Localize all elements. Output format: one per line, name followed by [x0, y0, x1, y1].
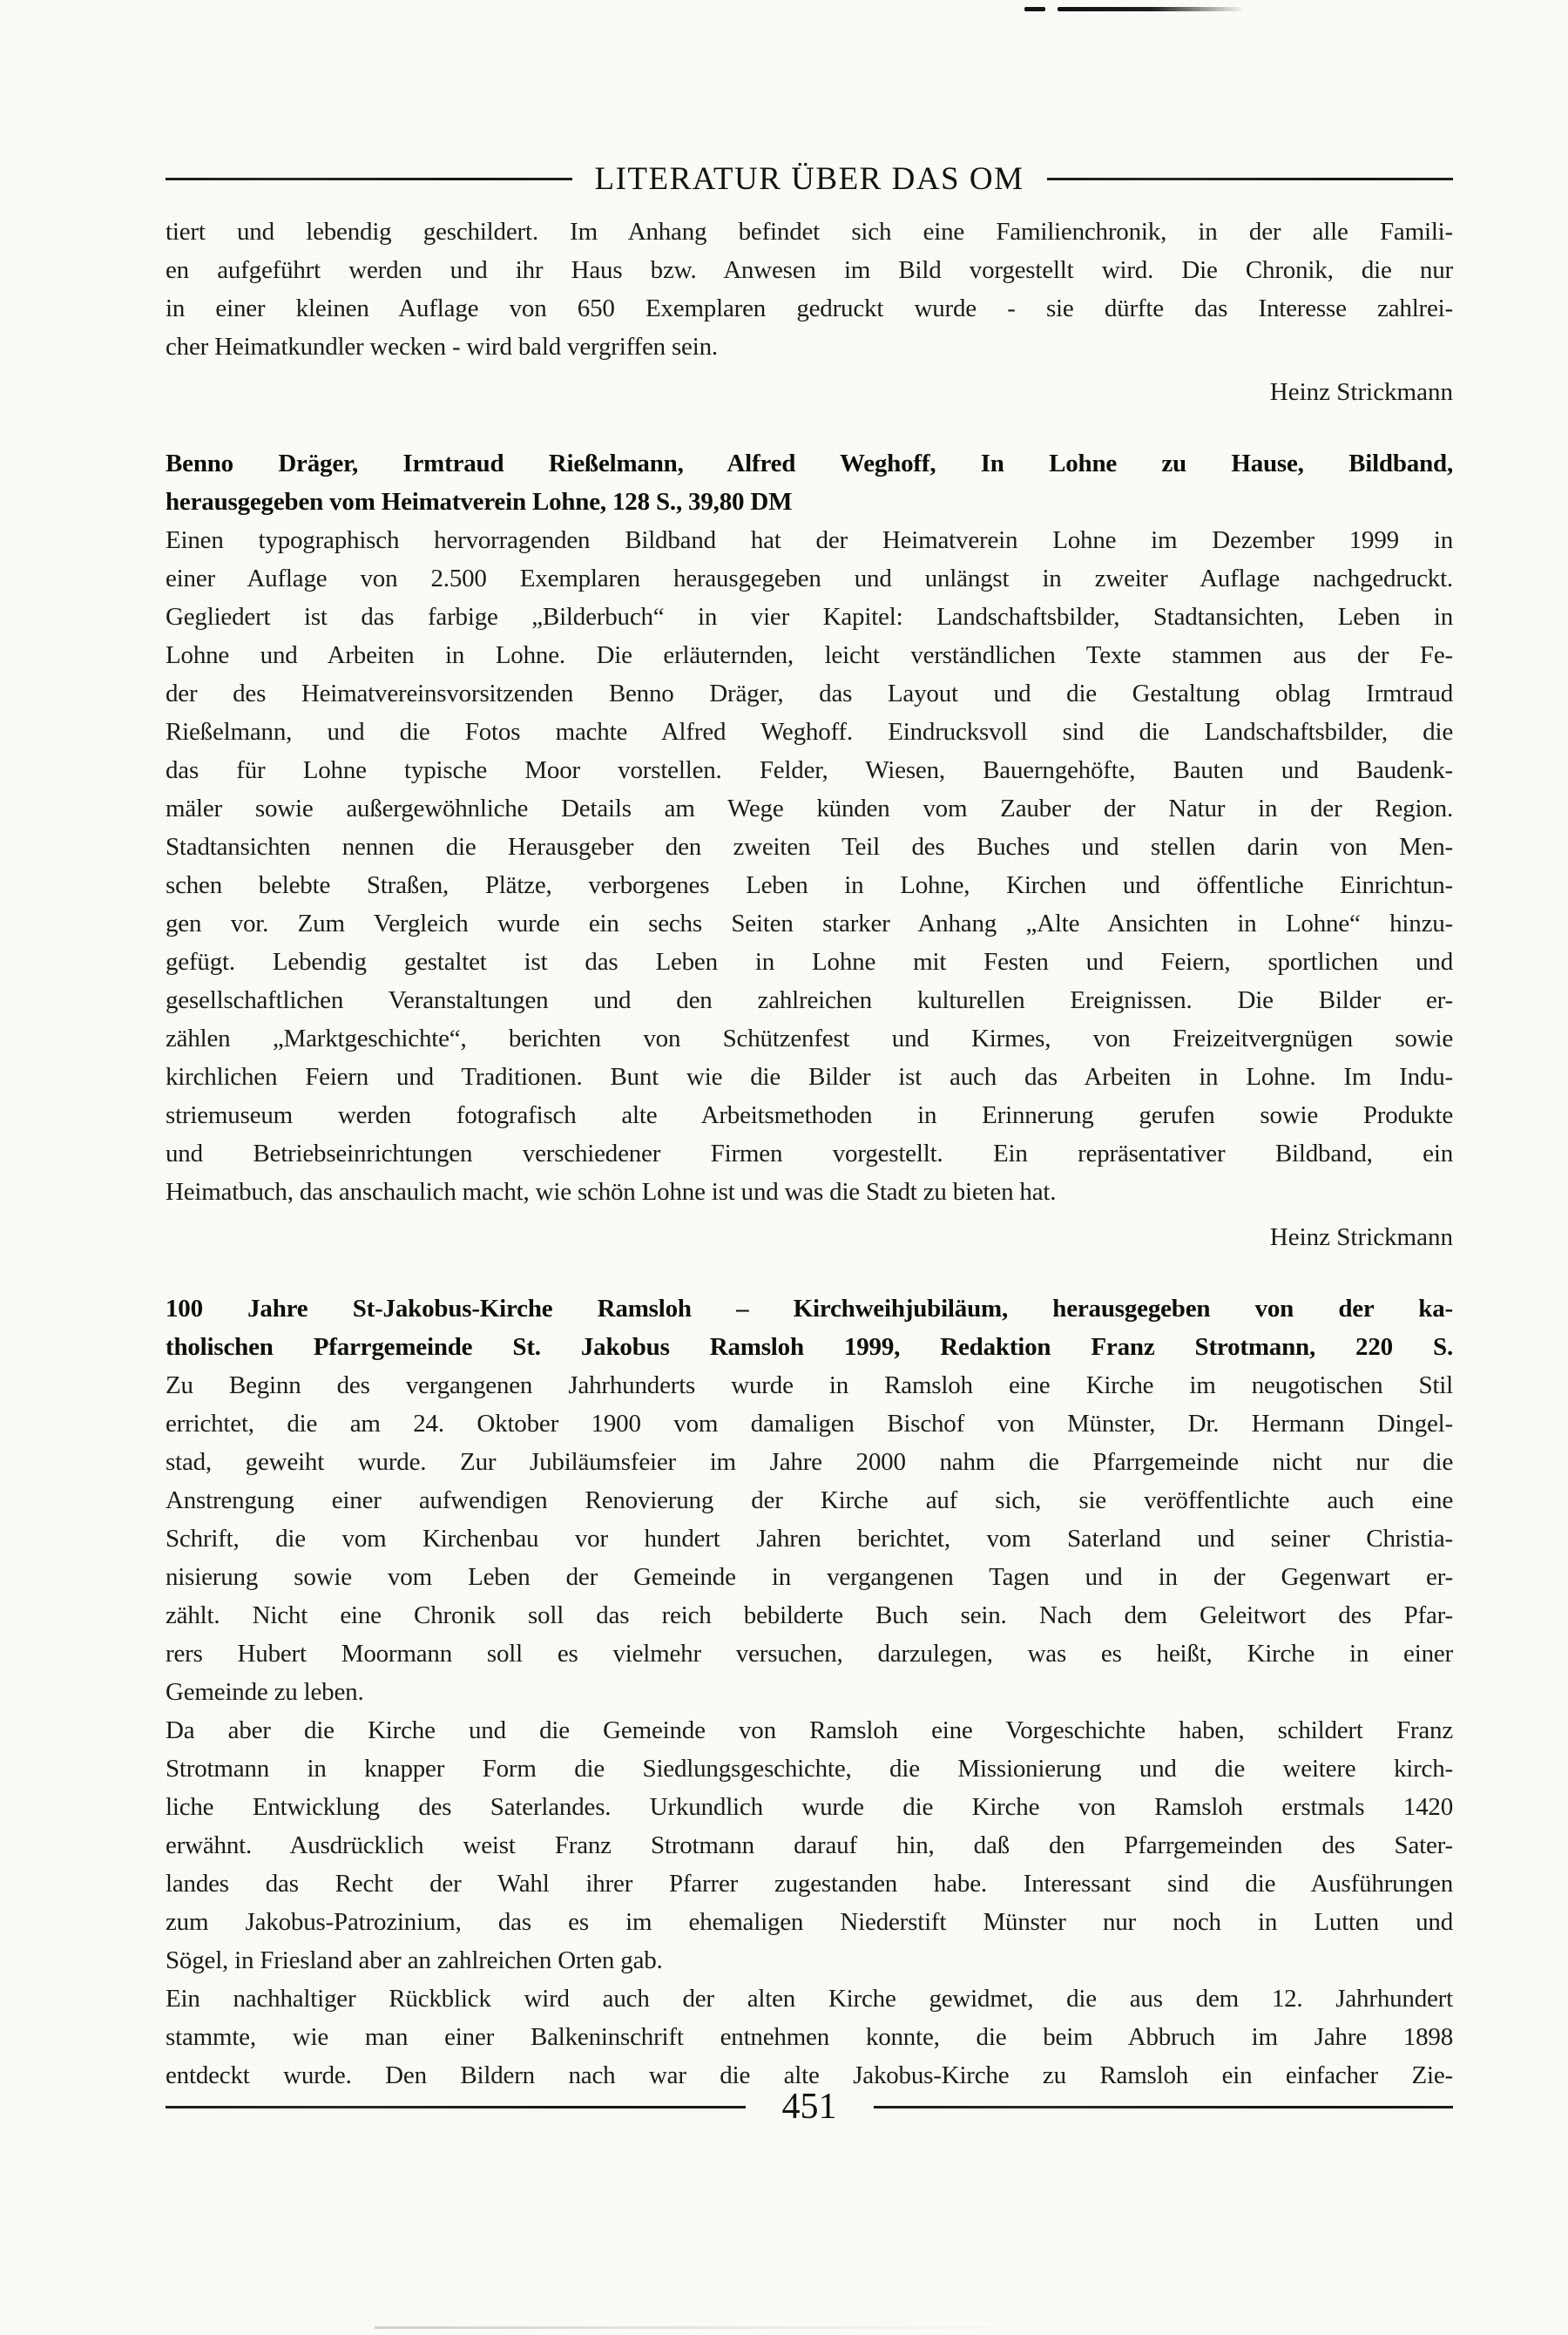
text-line: Gegliedert ist das farbige „Bilderbuch“ in vier Kapitel: Landschaftsbilder, Stadtansichten, Leben in — [166, 603, 1453, 631]
text-line: zählt. Nicht eine Chronik soll das reich bebilderte Buch sein. Nach dem Geleitwort des Pfar- — [166, 1601, 1453, 1629]
text-line: entdeckt wurde. Den Bildern nach war die alte Jakobus-Kirche zu Ramsloh ein einfacher Zie- — [166, 2061, 1453, 2089]
text-line: 100 Jahre St-Jakobus-Kirche Ramsloh – Kirchweihjubiläum, herausgegeben von der ka- — [166, 1295, 1453, 1323]
text-line: einer Auflage von 2.500 Exemplaren herausgegeben und unlängst in zweiter Auflage nachgedruckt. — [166, 565, 1453, 592]
text-line: gesellschaftlichen Veranstaltungen und den zahlreichen kulturellen Ereignissen. Die Bilder er- — [166, 986, 1453, 1014]
text-line: mäler sowie außergewöhnliche Details am Wege künden vom Zauber der Natur in der Region. — [166, 795, 1453, 822]
text-line: Strotmann in knapper Form die Siedlungsgeschichte, die Missionierung und die weitere kirch- — [166, 1755, 1453, 1783]
scan-artifact-top — [1024, 7, 1245, 11]
text-line: landes das Recht der Wahl ihrer Pfarrer zugestanden habe. Interessant sind die Ausführungen — [166, 1870, 1453, 1898]
text-line: striemuseum werden fotografisch alte Arbeitsmethoden in Erinnerung gerufen sowie Produkte — [166, 1101, 1453, 1129]
text-line: herausgegeben vom Heimatverein Lohne, 128 S., 39,80 DM — [166, 488, 793, 516]
text-line: Sögel, in Friesland aber an zahlreichen Orten gab. — [166, 1946, 663, 1974]
text-line: Ein nachhaltiger Rückblick wird auch der alten Kirche gewidmet, die aus dem 12. Jahrhundert — [166, 1985, 1453, 2013]
text-line: Lohne und Arbeiten in Lohne. Die erläuternden, leicht verständlichen Texte stammen aus der Fe- — [166, 641, 1453, 669]
footer-rule-right — [874, 2106, 1454, 2108]
text-line: gefügt. Lebendig gestaltet ist das Leben in Lohne mit Festen und Feiern, sportlichen und — [166, 948, 1453, 976]
byline-lohne: Heinz Strickmann — [1269, 1223, 1453, 1251]
footer-rule-left — [166, 2106, 746, 2108]
text-line: zählen „Marktgeschichte“, berichten von Schützenfest und Kirmes, von Freizeitvergnügen sowie — [166, 1025, 1453, 1052]
text-line: schen belebte Straßen, Plätze, verborgenes Leben in Lohne, Kirchen und öffentliche Einrichtun- — [166, 871, 1453, 899]
text-line: Benno Dräger, Irmtraud Rießelmann, Alfred Weghoff, In Lohne zu Hause, Bildband, — [166, 450, 1453, 477]
review-lohne-body — [166, 521, 1453, 1211]
text-line: in einer kleinen Auflage von 650 Exemplaren gedruckt wurde - sie dürfte das Interesse zahlrei- — [166, 294, 1453, 322]
text-line: Einen typographisch hervorragenden Bildband hat der Heimatverein Lohne im Dezember 1999 in — [166, 526, 1453, 554]
text-line: liche Entwicklung des Saterlandes. Urkundlich wurde die Kirche von Ramsloh erstmals 1420 — [166, 1793, 1453, 1821]
text-line: Da aber die Kirche und die Gemeinde von Ramsloh eine Vorgeschichte haben, schildert Franz — [166, 1716, 1453, 1744]
review-lohne-heading — [166, 444, 1453, 521]
review-ramsloh-body — [166, 1366, 1453, 2095]
text-line: erwähnt. Ausdrücklich weist Franz Strotmann darauf hin, daß den Pfarrgemeinden des Sater- — [166, 1831, 1453, 1859]
text-line: Heimatbuch, das anschaulich macht, wie schön Lohne ist und was die Stadt zu bieten hat. — [166, 1178, 1057, 1206]
text-line: Zu Beginn des vergangenen Jahrhunderts wurde in Ramsloh eine Kirche im neugotischen Stil — [166, 1371, 1453, 1399]
text-line: rers Hubert Moormann soll es vielmehr versuchen, darzulegen, was es heißt, Kirche in einer — [166, 1640, 1453, 1668]
text-line: tiert und lebendig geschildert. Im Anhang befindet sich eine Familienchronik, in der alle Famili- — [166, 218, 1453, 246]
text-line: stammte, wie man einer Balkeninschrift entnehmen konnte, die beim Abbruch im Jahre 1898 — [166, 2023, 1453, 2051]
text-line: kirchlichen Feiern und Traditionen. Bunt wie die Bilder ist auch das Arbeiten in Lohne. Im Indu- — [166, 1063, 1453, 1091]
byline-intro: Heinz Strickmann — [1269, 378, 1453, 406]
scan-artifact-dash — [1024, 7, 1045, 11]
running-head — [166, 160, 1453, 198]
scan-artifact-line — [1058, 7, 1245, 11]
text-line: Gemeinde zu leben. — [166, 1678, 364, 1706]
scan-artifact-bottom — [375, 2326, 1037, 2329]
header-rule-left — [166, 178, 572, 180]
text-line: tholischen Pfarrgemeinde St. Jakobus Ramsloh 1999, Redaktion Franz Strotmann, 220 S. — [166, 1333, 1453, 1361]
intro-paragraph — [166, 213, 1453, 366]
text-line: stad, geweiht wurde. Zur Jubiläumsfeier im Jahre 2000 nahm die Pfarrgemeinde nicht nur die — [166, 1448, 1453, 1476]
text-line: der des Heimatvereinsvorsitzenden Benno Dräger, das Layout und die Gestaltung oblag Irmtraud — [166, 680, 1453, 707]
text-line: Rießelmann, und die Fotos machte Alfred Weghoff. Eindrucksvoll sind die Landschaftsbilder, die — [166, 718, 1453, 746]
text-column — [166, 213, 1453, 2095]
text-line: und Betriebseinrichtungen verschiedener Firmen vorgestellt. Ein repräsentativer Bildband, ein — [166, 1140, 1453, 1168]
text-line: Schrift, die vom Kirchenbau vor hundert Jahren berichtet, vom Saterland und seiner Christia- — [166, 1525, 1453, 1553]
text-line: Stadtansichten nennen die Herausgeber den zweiten Teil des Buches und stellen darin von Men- — [166, 833, 1453, 861]
text-line: zum Jakobus-Patrozinium, das es im ehemaligen Niederstift Münster nur noch in Lutten und — [166, 1908, 1453, 1936]
review-ramsloh-heading — [166, 1289, 1453, 1366]
text-line: nisierung sowie vom Leben der Gemeinde in vergangenen Tagen und in der Gegenwart er- — [166, 1563, 1453, 1591]
text-line: errichtet, die am 24. Oktober 1900 vom damaligen Bischof von Münster, Dr. Hermann Dingel- — [166, 1410, 1453, 1438]
text-line: cher Heimatkundler wecken - wird bald vergriffen sein. — [166, 333, 718, 361]
page-header-title: LITERATUR ÜBER DAS OM — [594, 161, 1024, 197]
text-line: gen vor. Zum Vergleich wurde ein sechs Seiten starker Anhang „Alte Ansichten in Lohne“ hinzu- — [166, 910, 1453, 937]
text-line: Anstrengung einer aufwendigen Renovierung der Kirche auf sich, sie veröffentlichte auch eine — [166, 1486, 1453, 1514]
text-line: en aufgeführt werden und ihr Haus bzw. Anwesen im Bild vorgestellt wird. Die Chronik, die nur — [166, 256, 1453, 284]
page-footer — [166, 2086, 1453, 2128]
text-line: das für Lohne typische Moor vorstellen. Felder, Wiesen, Bauerngehöfte, Bauten und Baudenk- — [166, 756, 1453, 784]
header-rule-right — [1047, 178, 1454, 180]
page-number: 451 — [781, 2087, 837, 2127]
